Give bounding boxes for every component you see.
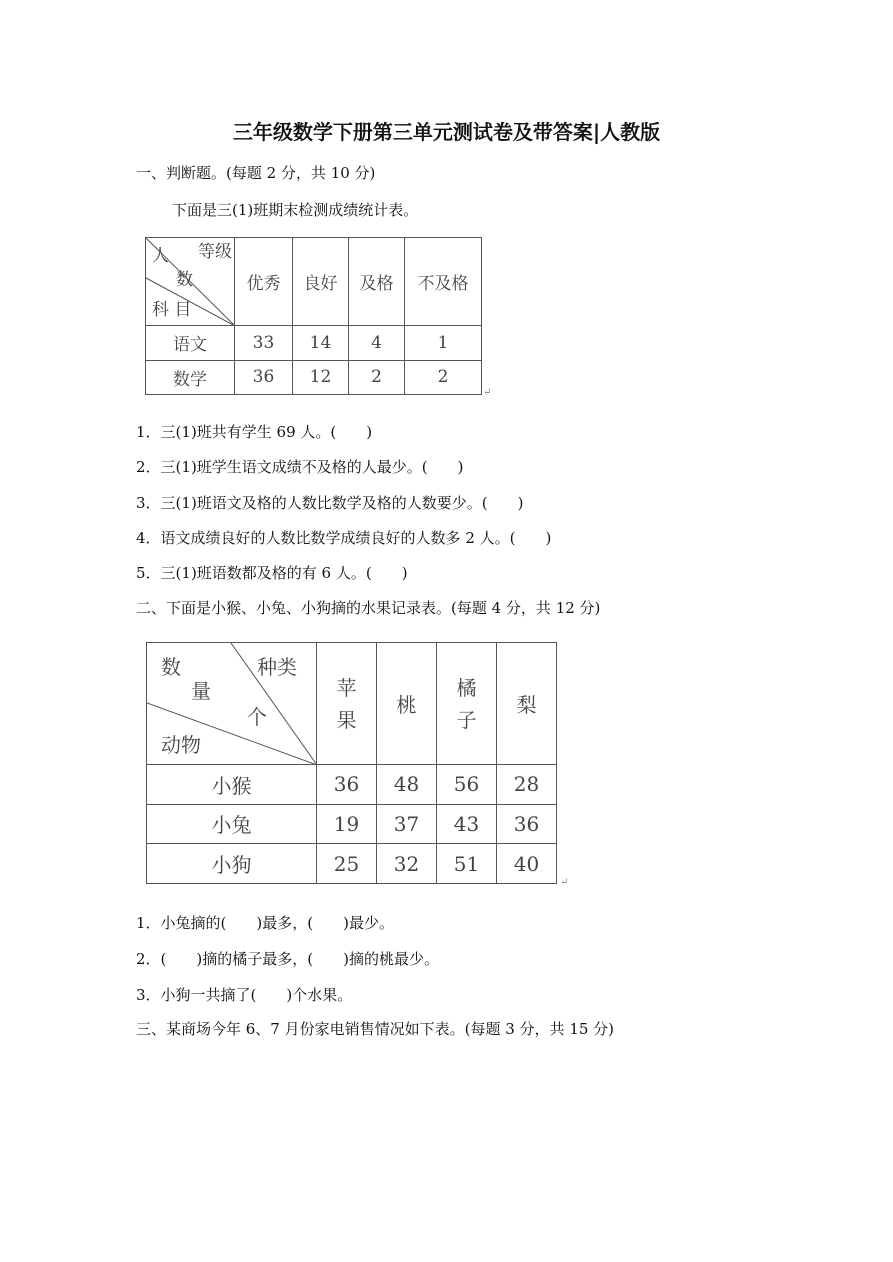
question: 1．三(1)班共有学生 69 人。( ) bbox=[136, 423, 373, 441]
question: 4．语文成绩良好的人数比数学成绩良好的人数多 2 人。( ) bbox=[136, 529, 552, 547]
table-cell: 2 bbox=[349, 360, 405, 395]
score-table bbox=[145, 237, 482, 395]
table-cell: 37 bbox=[377, 804, 437, 844]
corner-people-label: 人 bbox=[152, 246, 169, 266]
table-cell: 56 bbox=[437, 765, 497, 805]
question: 3．小狗一共摘了( )个水果。 bbox=[136, 986, 353, 1004]
table-cell: 19 bbox=[317, 804, 377, 844]
return-mark-icon: ↵ bbox=[483, 387, 492, 398]
table-cell: 43 bbox=[437, 804, 497, 844]
table-row bbox=[146, 360, 482, 395]
col-header: 优秀 bbox=[235, 238, 293, 326]
row-label: 小猴 bbox=[147, 765, 317, 805]
table-cell: 2 bbox=[405, 360, 482, 395]
table-row bbox=[147, 765, 557, 805]
table-cell: 25 bbox=[317, 844, 377, 884]
table-cell: 36 bbox=[235, 360, 293, 395]
corner-subject-label: 科 目 bbox=[152, 300, 192, 320]
section3-heading: 三、某商场今年 6、7 月份家电销售情况如下表。(每题 3 分，共 15 分) bbox=[136, 1020, 615, 1038]
question: 1．小兔摘的( )最多，( )最少。 bbox=[136, 914, 394, 932]
section1-heading: 一、判断题。(每题 2 分，共 10 分) bbox=[136, 164, 376, 182]
table-cell: 40 bbox=[497, 844, 557, 884]
table-cell: 32 bbox=[377, 844, 437, 884]
return-mark-icon: ↵ bbox=[560, 877, 569, 888]
question: 2．( )摘的橘子最多，( )摘的桃最少。 bbox=[136, 950, 439, 968]
table-row bbox=[147, 844, 557, 884]
col-header: 橘 子 bbox=[437, 643, 497, 765]
corner-unit-label: 个 bbox=[247, 705, 267, 729]
row-label: 小兔 bbox=[147, 804, 317, 844]
table-row bbox=[147, 804, 557, 844]
row-label: 语文 bbox=[146, 326, 235, 361]
table-cell: 4 bbox=[349, 326, 405, 361]
question: 3．三(1)班语文及格的人数比数学及格的人数要少。( ) bbox=[136, 494, 524, 512]
corner-animal-label: 动物 bbox=[161, 733, 201, 757]
section2-heading: 二、下面是小猴、小兔、小狗摘的水果记录表。(每题 4 分，共 12 分) bbox=[136, 599, 601, 617]
col-header: 苹 果 bbox=[317, 643, 377, 765]
score-table-corner bbox=[146, 238, 235, 326]
corner-kind-label: 种类 bbox=[257, 655, 297, 679]
table-cell: 1 bbox=[405, 326, 482, 361]
corner-grade-label: 等级 bbox=[198, 242, 232, 262]
col-header: 良好 bbox=[293, 238, 349, 326]
page-title: 三年级数学下册第三单元测试卷及带答案|人教版 bbox=[232, 120, 661, 144]
table-cell: 36 bbox=[497, 804, 557, 844]
question: 2．三(1)班学生语文成绩不及格的人最少。( ) bbox=[136, 458, 464, 476]
table-cell: 36 bbox=[317, 765, 377, 805]
row-label: 小狗 bbox=[147, 844, 317, 884]
col-header: 不及格 bbox=[405, 238, 482, 326]
table-cell: 14 bbox=[293, 326, 349, 361]
fruit-table bbox=[146, 642, 557, 884]
table-cell: 12 bbox=[293, 360, 349, 395]
table-cell: 48 bbox=[377, 765, 437, 805]
row-label: 数学 bbox=[146, 360, 235, 395]
corner-count-label: 数 bbox=[161, 655, 181, 679]
col-header: 及格 bbox=[349, 238, 405, 326]
question: 5．三(1)班语数都及格的有 6 人。( ) bbox=[136, 564, 408, 582]
table-row bbox=[146, 326, 482, 361]
table-cell: 33 bbox=[235, 326, 293, 361]
table-cell: 28 bbox=[497, 765, 557, 805]
corner-count-label: 数 bbox=[176, 270, 193, 290]
col-header: 梨 bbox=[497, 643, 557, 765]
fruit-table-corner bbox=[147, 643, 317, 765]
section1-intro: 下面是三(1)班期末检测成绩统计表。 bbox=[172, 201, 419, 219]
table-cell: 51 bbox=[437, 844, 497, 884]
corner-quantity-label: 量 bbox=[191, 679, 211, 703]
col-header: 桃 bbox=[377, 643, 437, 765]
